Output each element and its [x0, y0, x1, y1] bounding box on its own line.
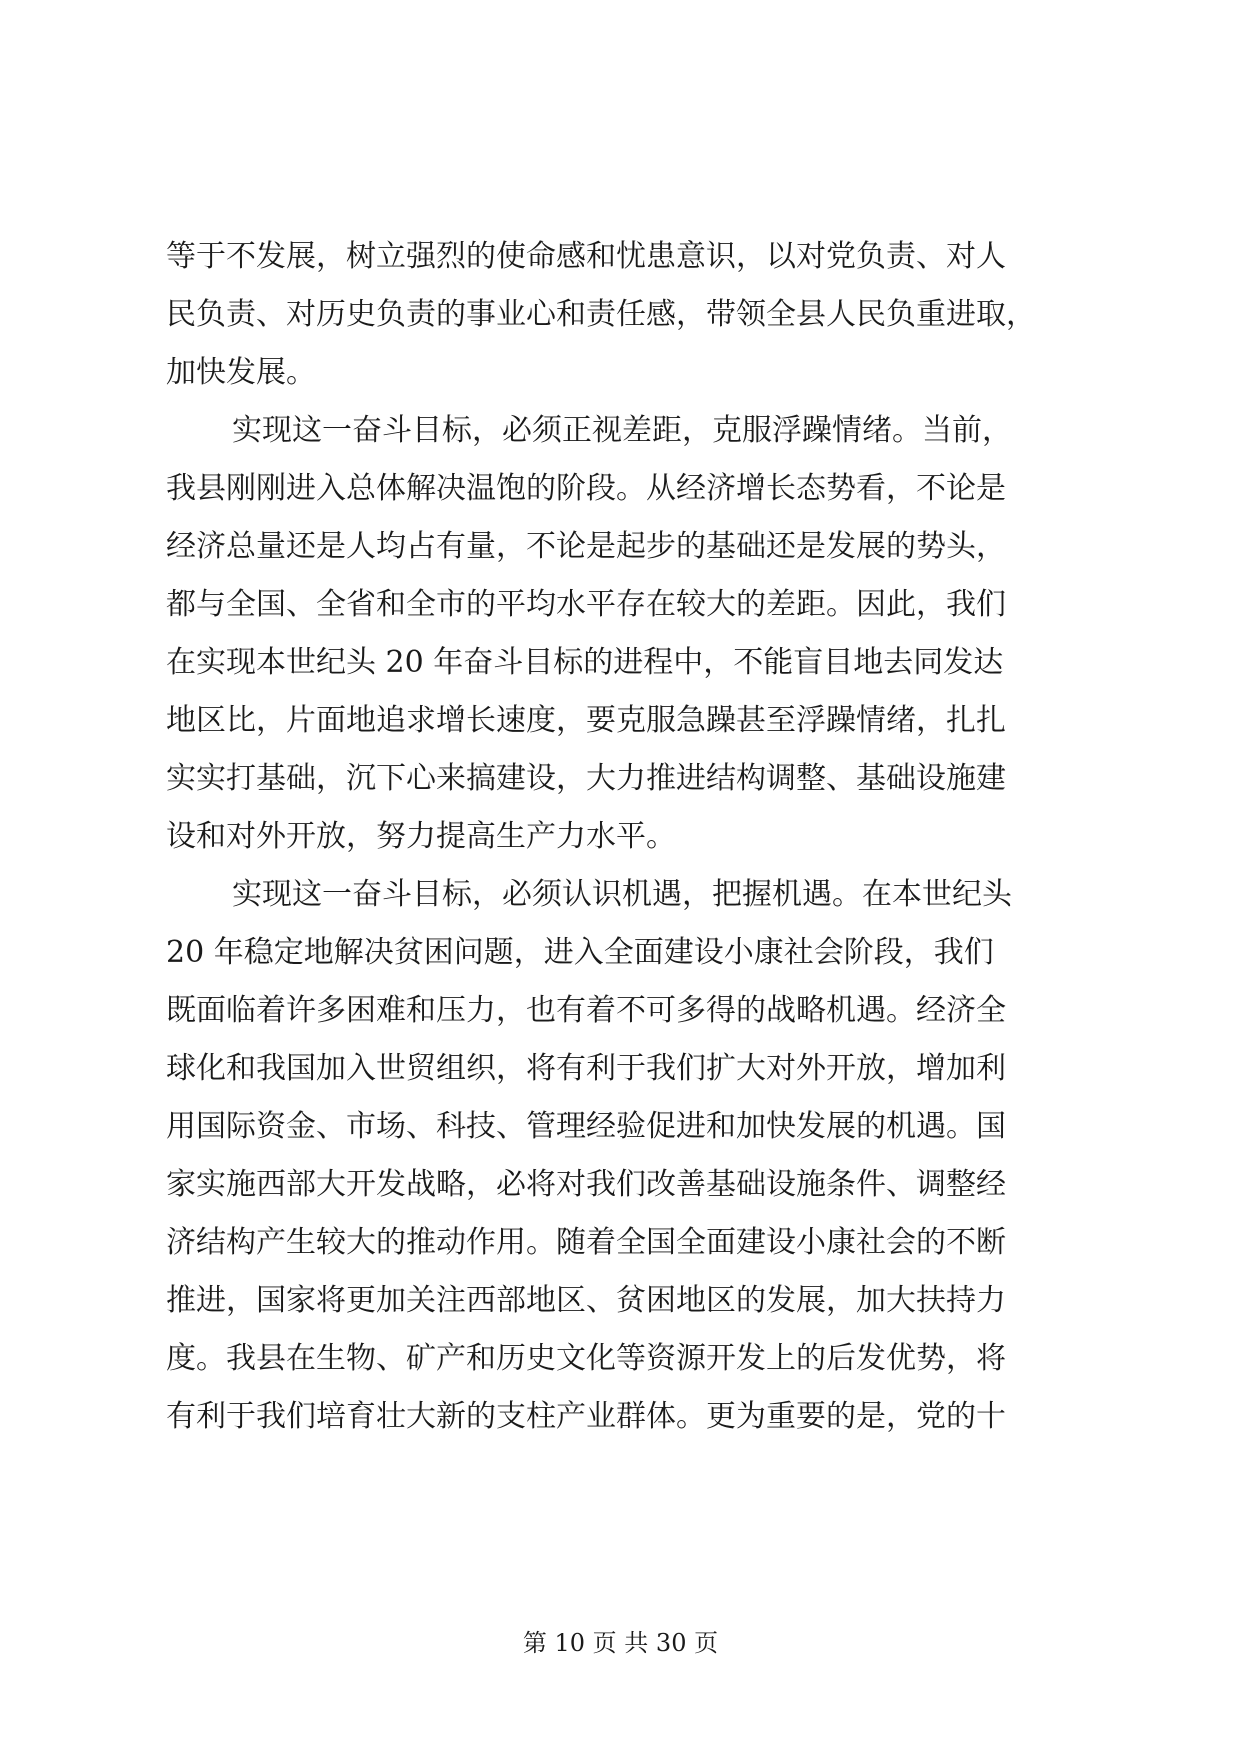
text-line: 推进，国家将更加关注西部地区、贫困地区的发展，加大扶持力 — [166, 1283, 1006, 1318]
text-line: 加快发展。 — [166, 355, 316, 390]
text-line: 设和对外开放，努力提高生产力水平。 — [166, 819, 676, 854]
text-line: 我县刚刚进入总体解决温饱的阶段。从经济增长态势看，不论是 — [166, 471, 1006, 506]
text-line: 20 年稳定地解决贫困问题，进入全面建设小康社会阶段，我们 — [166, 935, 994, 970]
page-number-label: 第 10 页 共 30 页 — [522, 1629, 719, 1657]
text-line: 用国际资金、市场、科技、管理经验促进和加快发展的机遇。国 — [166, 1109, 1006, 1144]
text-line: 等于不发展，树立强烈的使命感和忧患意识，以对党负责、对人 — [166, 239, 1006, 274]
text-line: 在实现本世纪头 20 年奋斗目标的进程中，不能盲目地去同发达 — [166, 645, 1004, 680]
text-line: 有利于我们培育壮大新的支柱产业群体。更为重要的是，党的十 — [166, 1399, 1006, 1434]
page-footer — [0, 1628, 1241, 1658]
text-line: 都与全国、全省和全市的平均水平存在较大的差距。因此，我们 — [166, 587, 1006, 622]
text-line: 家实施西部大开发战略，必将对我们改善基础设施条件、调整经 — [166, 1167, 1006, 1202]
paragraph-first-line: 实现这一奋斗目标，必须认识机遇，把握机遇。在本世纪头 — [232, 877, 1012, 912]
text-line: 济结构产生较大的推动作用。随着全国全面建设小康社会的不断 — [166, 1225, 1006, 1260]
text-line: 民负责、对历史负责的事业心和责任感，带领全县人民负重进取， — [166, 297, 1036, 332]
paragraph-first-line: 实现这一奋斗目标，必须正视差距，克服浮躁情绪。当前， — [232, 413, 1012, 448]
text-line: 度。我县在生物、矿产和历史文化等资源开发上的后发优势，将 — [166, 1341, 1006, 1376]
text-line: 经济总量还是人均占有量，不论是起步的基础还是发展的势头， — [166, 529, 1006, 564]
text-line: 实实打基础，沉下心来搞建设，大力推进结构调整、基础设施建 — [166, 761, 1006, 796]
text-line: 既面临着许多困难和压力，也有着不可多得的战略机遇。经济全 — [166, 993, 1006, 1028]
text-line: 球化和我国加入世贸组织，将有利于我们扩大对外开放，增加利 — [166, 1051, 1006, 1086]
body-text — [166, 228, 1090, 1446]
text-line: 地区比，片面地追求增长速度，要克服急躁甚至浮躁情绪，扎扎 — [166, 703, 1006, 738]
